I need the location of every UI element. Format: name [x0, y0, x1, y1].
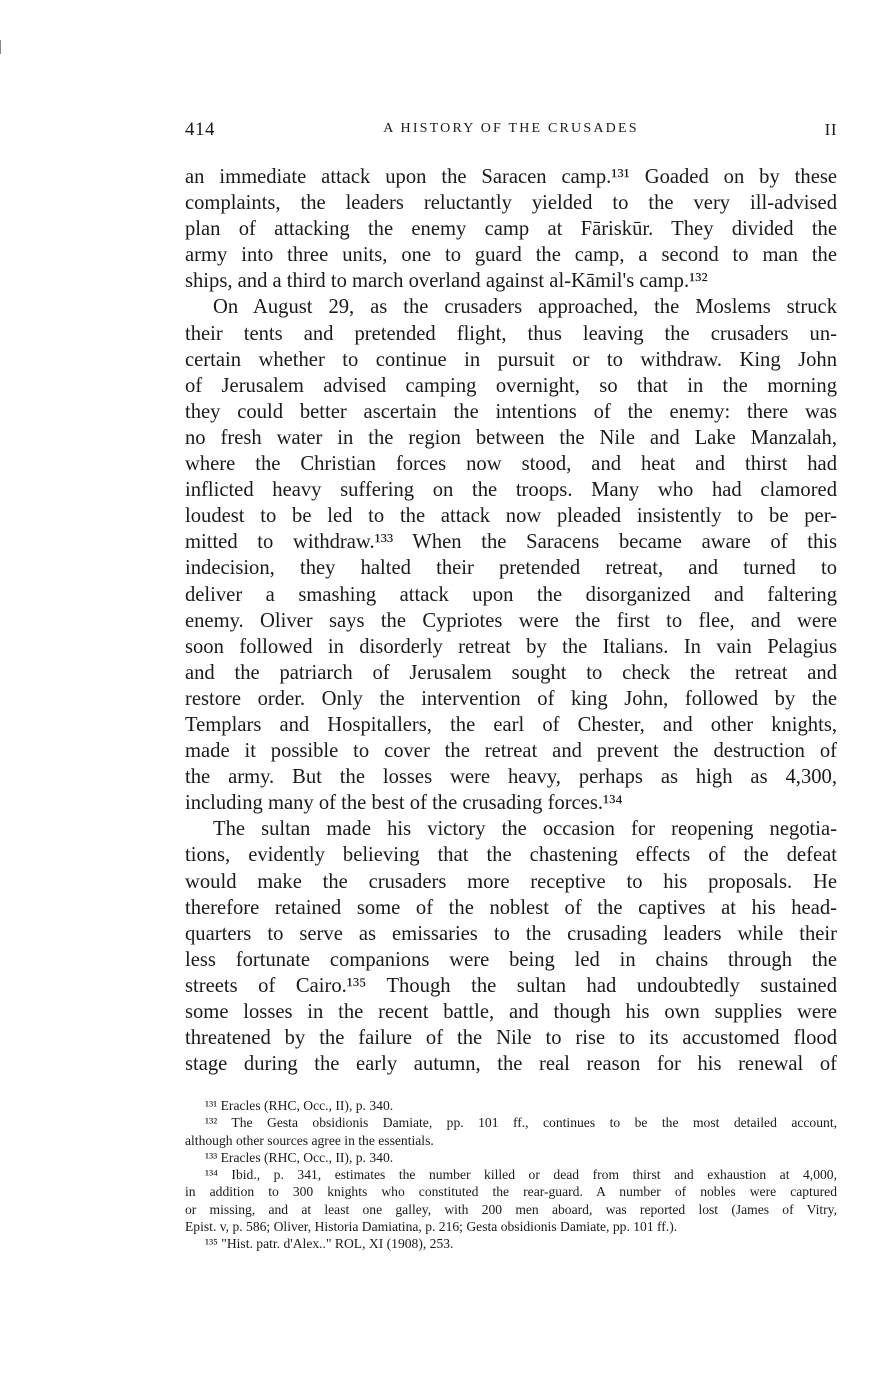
body-line: would make the crusaders more receptive to his proposals. He — [185, 870, 837, 893]
footnote-line: ¹³⁴ Ibid., p. 341, estimates the number killed or dead from thirst and exhaustion at 4,000, — [205, 1167, 837, 1183]
body-line: inflicted heavy suffering on the troops. Many who had clamored — [185, 479, 837, 502]
body-line: enemy. Oliver says the Cypriotes were the first to flee, and were — [185, 609, 837, 632]
body-line: an immediate attack upon the Saracen camp.¹³¹ Goaded on by these — [185, 166, 837, 188]
body-line: certain whether to continue in pursuit or to withdraw. King John — [185, 348, 837, 371]
body-line: the army. But the losses were heavy, perhaps as high as 4,300, — [185, 766, 837, 789]
body-line: indecision, they halted their pretended retreat, and turned to — [185, 557, 837, 580]
body-line: army into three units, one to guard the camp, a second to man the — [185, 244, 837, 267]
footnote-line: although other sources agree in the essentials. — [185, 1132, 434, 1148]
footnote-line: ¹³¹ Eracles (RHC, Occ., II), p. 340. — [205, 1098, 394, 1113]
footnotes — [185, 1097, 837, 1253]
body-line: mitted to withdraw.¹³³ When the Saracens became aware of this — [185, 531, 837, 554]
body-line: they could better ascertain the intentions of the enemy: there was — [185, 400, 837, 423]
body-line: plan of attacking the enemy camp at Fāriskūr. They divided the — [185, 218, 837, 241]
body-line: and the patriarch of Jerusalem sought to check the retreat and — [185, 661, 837, 684]
body-line: The sultan made his victory the occasion for reopening negotia- — [213, 818, 837, 841]
body-text — [185, 164, 837, 1077]
footnote-line: ¹³² The Gesta obsidionis Damiate, pp. 101 ff., continues to be the most detailed account, — [205, 1115, 837, 1131]
body-line: Templars and Hospitallers, the earl of Chester, and other knights, — [185, 713, 837, 736]
body-line: less fortunate companions were being led in chains through the — [185, 948, 837, 971]
body-line: of Jerusalem advised camping overnight, so that in the morning — [185, 374, 837, 397]
page-number: 414 — [185, 119, 215, 140]
body-line: On August 29, as the crusaders approached, the Moslems struck — [213, 296, 837, 319]
body-line: restore order. Only the intervention of king John, followed by the — [185, 687, 837, 710]
footnote-line: Epist. v, p. 586; Oliver, Historia Damiatina, p. 216; Gesta obsidionis Damiate, pp. 101 ff.). — [185, 1219, 678, 1235]
footnote-line: ¹³³ Eracles (RHC, Occ., II), p. 340. — [205, 1149, 394, 1165]
body-line: therefore retained some of the noblest of the captives at his head- — [185, 896, 837, 919]
body-line: their tents and pretended flight, thus leaving the crusaders un- — [185, 322, 837, 345]
body-line: soon followed in disorderly retreat by the Italians. In vain Pelagius — [185, 635, 837, 658]
body-line: loudest to be led to the attack now pleaded insistently to be per- — [185, 505, 837, 528]
body-line: quarters to serve as emissaries to the crusading leaders while their — [185, 922, 837, 945]
running-header — [185, 119, 837, 143]
body-line: made it possible to cover the retreat and prevent the destruction of — [185, 740, 837, 763]
footnote-line: ¹³⁵ "Hist. patr. d'Alex.." ROL, XI (1908), 253. — [205, 1236, 454, 1252]
running-title: A HISTORY OF THE CRUSADES — [383, 121, 639, 136]
body-line: some losses in the recent battle, and though his own supplies were — [185, 1001, 837, 1023]
footnote-line: or missing, and at least one galley, with 200 men aboard, was reported lost (James of Vitry, — [185, 1201, 837, 1217]
footnote-line: in addition to 300 knights who constituted the rear-guard. A number of nobles were captured — [185, 1184, 837, 1200]
body-line: streets of Cairo.¹³⁵ Though the sultan had undoubtedly sustained — [185, 974, 837, 997]
body-line: where the Christian forces now stood, and heat and thirst had — [185, 453, 837, 476]
body-line: no fresh water in the region between the Nile and Lake Manzalah, — [185, 426, 837, 449]
body-line: including many of the best of the crusading forces.¹³⁴ — [185, 792, 623, 815]
body-line: ships, and a third to march overland against al-Kāmil's camp.¹³² — [185, 270, 708, 293]
body-line: tions, evidently believing that the chastening effects of the defeat — [185, 844, 837, 867]
body-line: deliver a smashing attack upon the disorganized and faltering — [185, 583, 837, 606]
scan-edge-mark — [0, 40, 1, 54]
volume-number: II — [824, 120, 837, 139]
body-line: threatened by the failure of the Nile to rise to its accustomed flood — [185, 1027, 837, 1050]
body-line: stage during the early autumn, the real reason for his renewal of — [185, 1053, 837, 1076]
body-line: complaints, the leaders reluctantly yielded to the very ill-advised — [185, 192, 837, 215]
